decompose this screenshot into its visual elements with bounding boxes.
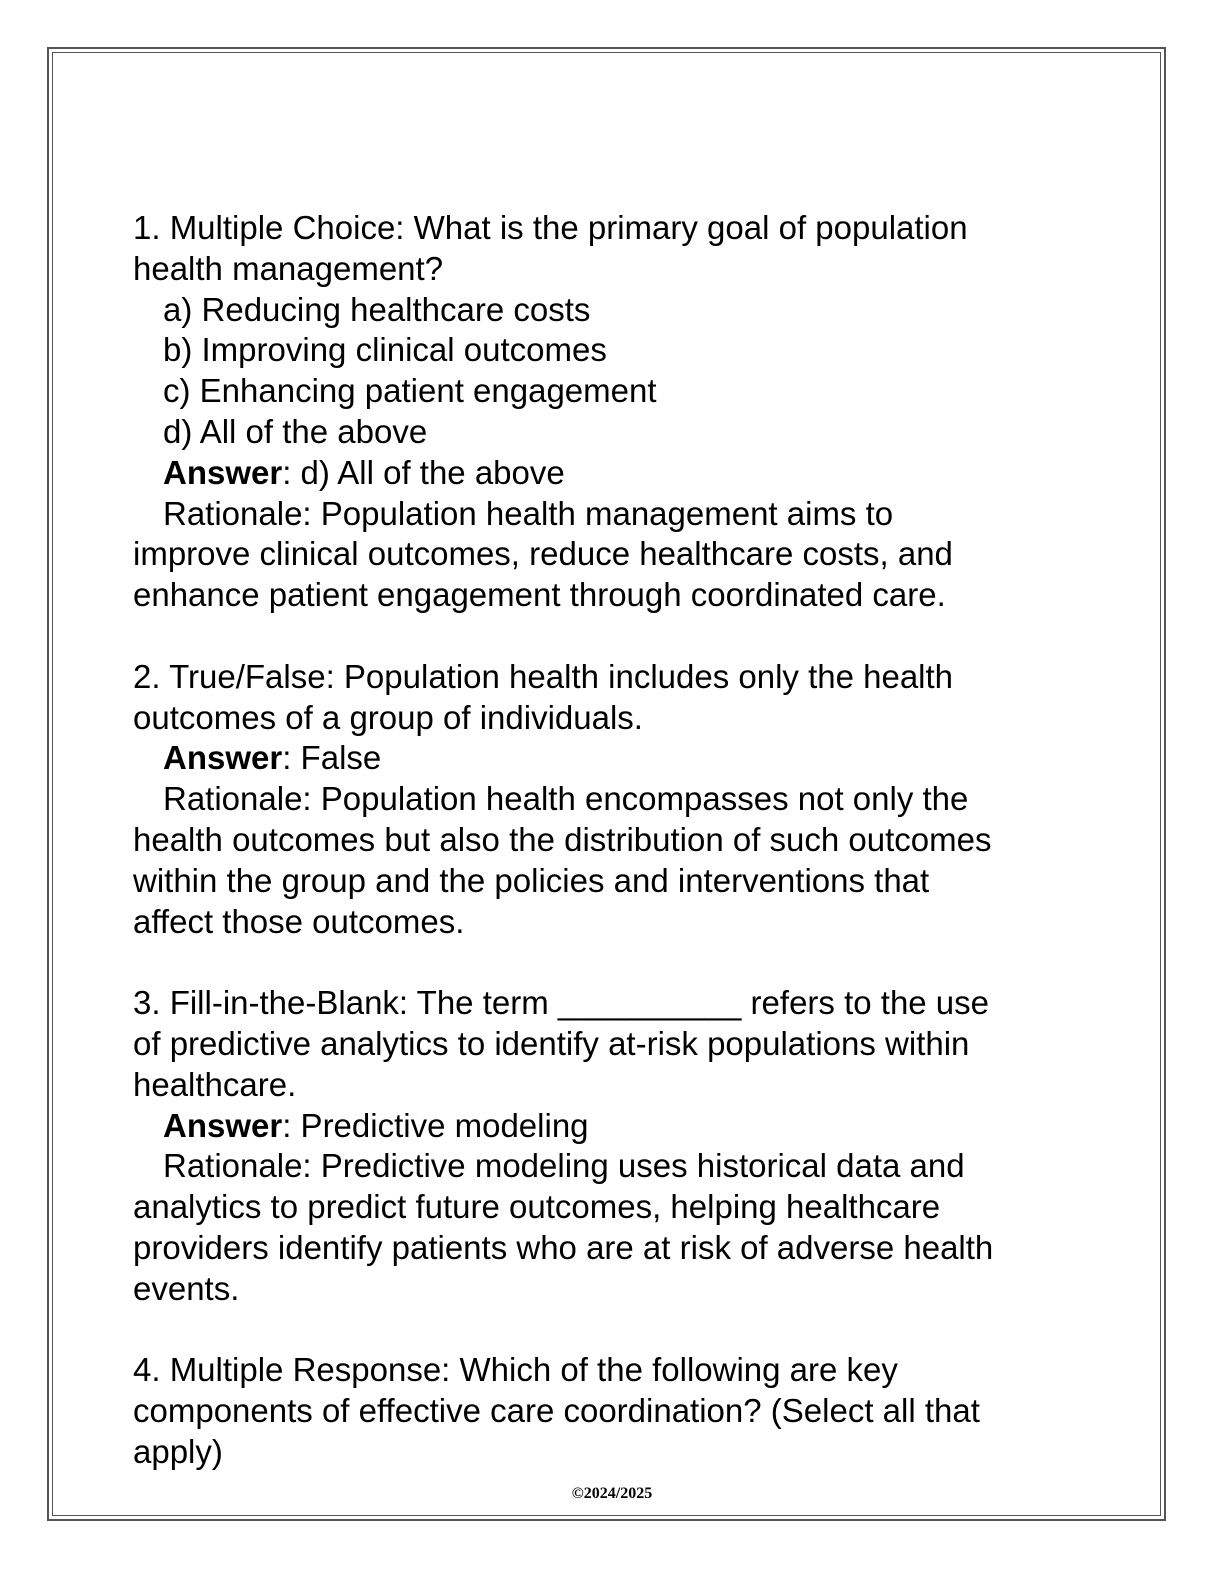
question-3-rationale-line-1: Rationale: Predictive modeling uses historical data and — [163, 1147, 965, 1185]
question-2-rationale-line-4: affect those outcomes. — [133, 902, 465, 940]
question-3-rationale-line-3: providers identify patients who are at risk of adverse health — [133, 1228, 994, 1266]
question-2-answer-label: Answer — [163, 739, 283, 777]
question-1-rationale-line-2: improve clinical outcomes, reduce healthcare costs, and — [133, 535, 953, 573]
question-1 — [133, 208, 1093, 616]
question-1-answer-text: : d) All of the above — [282, 453, 565, 491]
question-1-option-b: b) Improving clinical outcomes — [163, 331, 607, 369]
question-4 — [133, 1350, 1093, 1472]
question-2-answer-text: : False — [282, 739, 382, 777]
question-2-stem-line-1: 2. True/False: Population health includes only the health — [133, 657, 954, 695]
question-1-rationale-line-1: Rationale: Population health management aims to — [163, 494, 894, 532]
spacer — [133, 616, 1093, 657]
question-3-stem-line-3: healthcare. — [133, 1065, 297, 1103]
question-1-answer — [133, 453, 1093, 494]
question-1-option-a: a) Reducing healthcare costs — [163, 290, 591, 328]
question-2-rationale-line-1: Rationale: Population health encompasses not only the — [163, 780, 969, 818]
question-4-stem-line-1: 4. Multiple Response: Which of the following are key — [133, 1351, 898, 1389]
question-3-rationale-line-4: events. — [133, 1269, 240, 1307]
question-2-answer — [133, 738, 1093, 779]
question-3-rationale-line-2: analytics to predict future outcomes, helping healthcare — [133, 1188, 941, 1226]
question-1-rationale-line-3: enhance patient engagement through coordinated care. — [133, 576, 946, 614]
copyright-footer: ©2024/2025 — [571, 1485, 653, 1502]
question-3 — [133, 983, 1093, 1309]
question-1-stem-line-2: health management? — [133, 249, 444, 287]
question-3-answer-text: : Predictive modeling — [282, 1106, 589, 1144]
question-2-stem-line-2: outcomes of a group of individuals. — [133, 698, 643, 736]
question-1-option-c: c) Enhancing patient engagement — [163, 372, 657, 410]
question-2-rationale-line-3: within the group and the policies and interventions that — [133, 861, 930, 899]
question-2 — [133, 657, 1093, 943]
spacer — [133, 1310, 1093, 1351]
question-3-stem-line-1: 3. Fill-in-the-Blank: The term __________ refers to the use — [133, 984, 990, 1022]
question-1-option-d: d) All of the above — [163, 412, 428, 450]
question-3-stem-line-2: of predictive analytics to identify at-risk populations within — [133, 1024, 970, 1062]
spacer — [133, 942, 1093, 983]
question-3-answer — [133, 1106, 1093, 1147]
question-1-stem-line-1: 1. Multiple Choice: What is the primary goal of population — [133, 209, 968, 246]
question-3-answer-label: Answer — [163, 1106, 283, 1144]
question-1-answer-label: Answer — [163, 453, 283, 491]
question-list — [133, 208, 1093, 1473]
question-2-rationale-line-2: health outcomes but also the distribution of such outcomes — [133, 820, 992, 858]
question-4-stem-line-2: components of effective care coordination? (Select all that — [133, 1392, 980, 1430]
question-4-stem-line-3: apply) — [133, 1432, 223, 1470]
